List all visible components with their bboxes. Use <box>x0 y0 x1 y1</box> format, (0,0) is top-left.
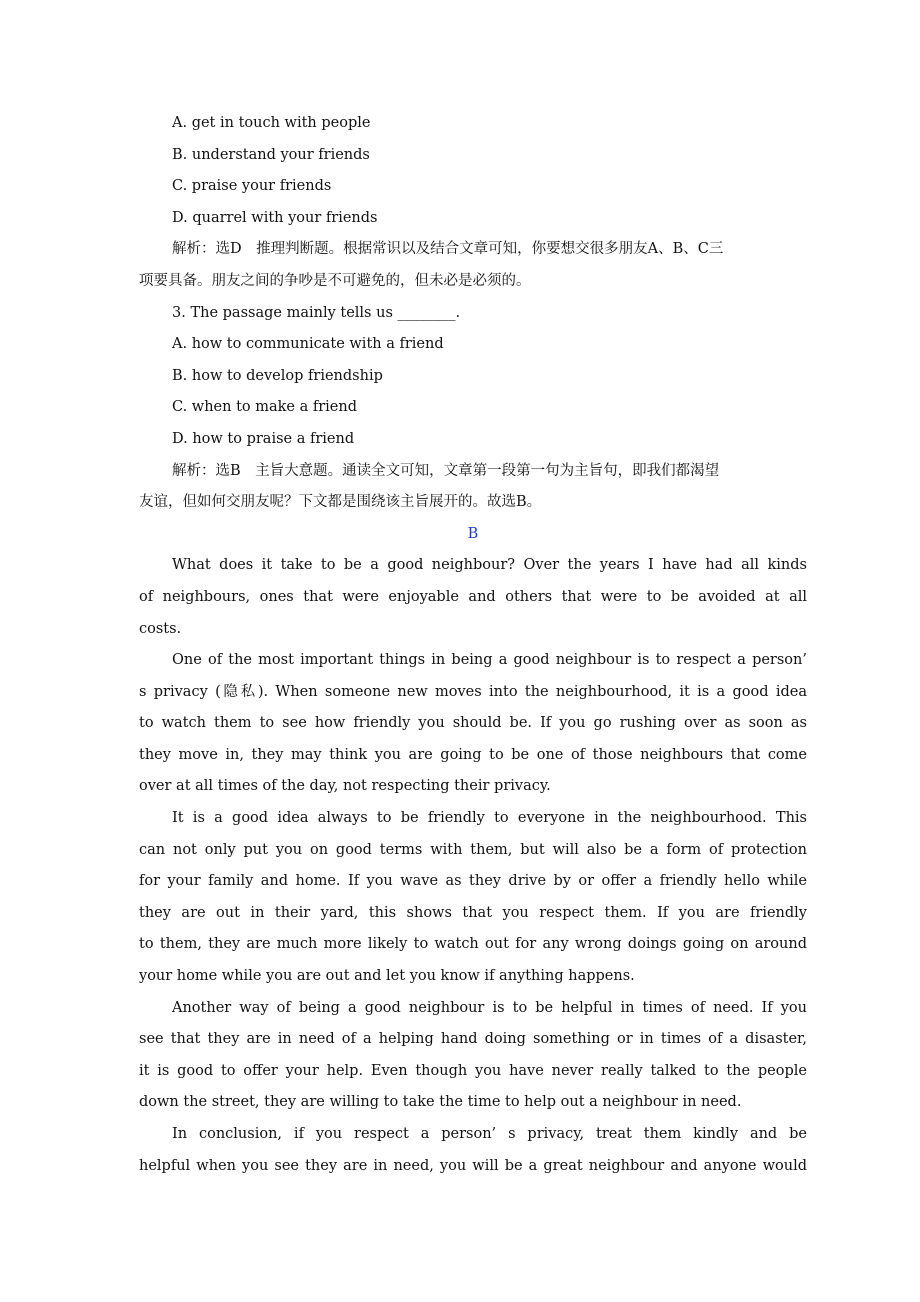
option-b: B. how to develop friendship <box>172 367 383 384</box>
passage-line: to them, they are much more likely to watch out for any wrong doings going on around <box>139 936 807 953</box>
passage-line: It is a good idea always to be friendly to everyone in the neighbourhood. This <box>172 810 807 827</box>
passage-line: One of the most important things in being a good neighbour is to respect a person’ <box>172 652 807 669</box>
passage-line: it is good to offer your help. Even though you have never really talked to the people <box>139 1062 807 1079</box>
passage-line: down the street, they are willing to take the time to help out a neighbour in need. <box>139 1094 742 1111</box>
passage-line: over at all times of the day, not respecting their privacy. <box>139 778 551 795</box>
option-a: A. how to communicate with a friend <box>172 336 444 353</box>
passage-line: What does it take to be a good neighbour? Over the years I have had all kinds <box>172 557 807 574</box>
option-d: D. how to praise a friend <box>172 430 355 447</box>
passage-line: for your family and home. If you wave as they drive by or offer a friendly hello while <box>139 873 807 890</box>
passage-line: s privacy (隐私). When someone new moves into the neighbourhood, it is a good idea <box>139 683 807 700</box>
question-3-analysis <box>139 456 807 519</box>
section-heading: B <box>467 525 479 542</box>
passage-line: can not only put you on good terms with them, but will also be a form of protection <box>139 841 807 858</box>
passage-line: they move in, they may think you are going to be one of those neighbours that come <box>139 746 807 763</box>
passage-line: see that they are in need of a helping hand doing something or in times of a disaster, <box>139 1031 807 1048</box>
paragraph-3 <box>139 803 807 993</box>
option-a: A. get in touch with people <box>172 115 371 131</box>
passage <box>139 550 807 1182</box>
question-3-stem: 3. The passage mainly tells us ________. <box>172 304 461 321</box>
question-2-options <box>139 108 807 234</box>
passage-line: of neighbours, ones that were enjoyable and others that were to be avoided at all <box>139 588 807 605</box>
option-d: D. quarrel with your friends <box>172 209 378 226</box>
analysis-line: 解析：选D 推理判断题。根据常识以及结合文章可知，你要想交很多朋友A、B、C三 <box>172 241 724 258</box>
passage-line: Another way of being a good neighbour is to be helpful in times of need. If you <box>172 999 807 1016</box>
passage-line: to watch them to see how friendly you should be. If you go rushing over as soon as <box>139 715 807 732</box>
option-c: C. praise your friends <box>172 178 332 195</box>
passage-line: helpful when you see they are in need, you will be a great neighbour and anyone would <box>139 1157 807 1174</box>
passage-line: costs. <box>139 620 182 637</box>
analysis-line: 解析：选B 主旨大意题。通读全文可知，文章第一段第一句为主旨句，即我们都渴望 <box>172 462 720 479</box>
paragraph-5 <box>139 1119 807 1182</box>
analysis-line: 项要具备。朋友之间的争吵是不可避免的，但未必是必须的。 <box>139 272 531 289</box>
question-3-options <box>139 329 807 455</box>
paragraph-2 <box>139 645 807 803</box>
option-c: C. when to make a friend <box>172 399 358 416</box>
passage-line: your home while you are out and let you know if anything happens. <box>139 968 635 985</box>
analysis-line: 友谊，但如何交朋友呢？下文都是围绕该主旨展开的。故选B。 <box>139 494 542 511</box>
passage-line: they are out in their yard, this shows that you respect them. If you are friendly <box>139 904 807 921</box>
passage-line: In conclusion, if you respect a person’ s privacy, treat them kindly and be <box>172 1126 807 1142</box>
paragraph-4 <box>139 993 807 1119</box>
document-page <box>139 108 807 1182</box>
option-b: B. understand your friends <box>172 146 370 163</box>
question-2-analysis <box>139 234 807 297</box>
paragraph-1 <box>139 550 807 645</box>
